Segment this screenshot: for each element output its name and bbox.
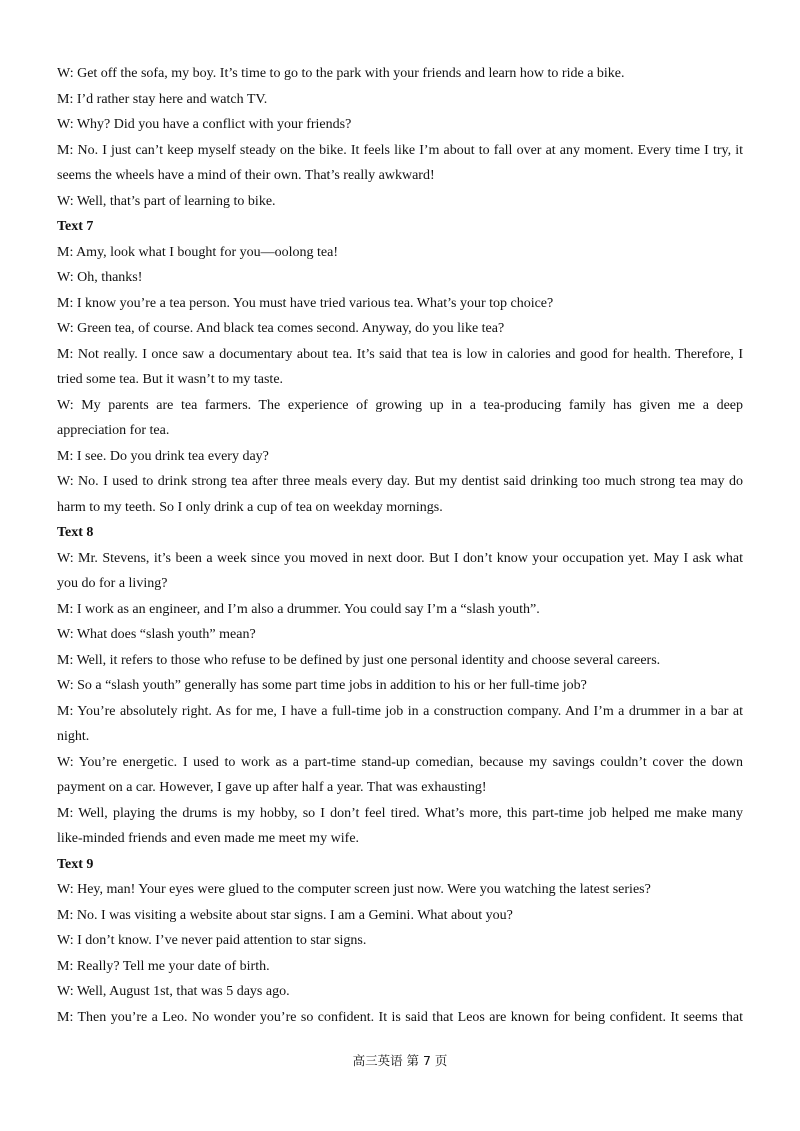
dialogue-line: W: Get off the sofa, my boy. It’s time to go to the park with your friends and learn how to ride a bike.	[57, 66, 625, 81]
dialogue-line: M: Not really. I once saw a documentary about tea. It’s said that tea is low in calories and good for health. Therefore, I	[57, 346, 743, 362]
dialogue-line: seems the wheels have a mind of their own. That’s really awkward!	[57, 168, 435, 183]
dialogue-line: W: What does “slash youth” mean?	[57, 627, 256, 642]
dialogue-line: W: My parents are tea farmers. The experience of growing up in a tea-producing family has given me a deep	[57, 397, 743, 413]
dialogue-line: W: No. I used to drink strong tea after three meals every day. But my dentist said drinking too much strong tea may do	[57, 474, 743, 489]
section-heading-text-9: Text 9	[57, 856, 94, 872]
dialogue-line: W: You’re energetic. I used to work as a part-time stand-up comedian, because my savings couldn’t cover the down	[57, 754, 743, 770]
dialogue-line: M: Really? Tell me your date of birth.	[57, 958, 270, 974]
dialogue-line: harm to my teeth. So I only drink a cup of tea on weekday mornings.	[57, 499, 443, 515]
dialogue-line: M: Then you’re a Leo. No wonder you’re so confident. It is said that Leos are known for being confident. It seems that	[57, 1009, 743, 1025]
dialogue-line: M: No. I just can’t keep myself steady on the bike. It feels like I’m about to fall over at any moment. Every time I try, it	[57, 142, 743, 158]
dialogue-line: W: Well, August 1st, that was 5 days ago.	[57, 984, 290, 999]
dialogue-line: M: I’d rather stay here and watch TV.	[57, 91, 268, 107]
dialogue-line: tried some tea. But it wasn’t to my taste.	[57, 372, 284, 387]
section-heading-text-8: Text 8	[57, 525, 94, 540]
dialogue-line: W: I don’t know. I’ve never paid attention to star signs.	[57, 933, 367, 948]
dialogue-line: W: Why? Did you have a conflict with your friends?	[57, 117, 352, 132]
dialogue-line: M: No. I was visiting a website about star signs. I am a Gemini. What about you?	[57, 907, 513, 923]
page-footer: 高三英语 第 7 页	[352, 1053, 448, 1068]
dialogue-line: M: I work as an engineer, and I’m also a drummer. You could say I’m a “slash youth”.	[57, 601, 540, 617]
dialogue-line: W: Hey, man! Your eyes were glued to the computer screen just now. Were you watching the latest series?	[57, 882, 651, 897]
dialogue-line: M: Well, it refers to those who refuse to be defined by just one personal identity and choose several careers.	[57, 652, 661, 668]
dialogue-line: M: I see. Do you drink tea every day?	[57, 448, 269, 464]
dialogue-line: W: So a “slash youth” generally has some part time jobs in addition to his or her full-time job?	[57, 678, 587, 693]
dialogue-line: M: Well, playing the drums is my hobby, so I don’t feel tired. What’s more, this part-time job helped me make many	[57, 805, 743, 821]
dialogue-line: like-minded friends and even made me meet my wife.	[57, 831, 360, 846]
dialogue-line: W: Green tea, of course. And black tea comes second. Anyway, do you like tea?	[57, 321, 505, 336]
dialogue-line: W: Well, that’s part of learning to bike.	[57, 193, 276, 209]
dialogue-line: W: Oh, thanks!	[57, 270, 143, 285]
dialogue-line: night.	[57, 729, 90, 744]
dialogue-line: M: Amy, look what I bought for you—oolong tea!	[57, 244, 339, 260]
dialogue-line: payment on a car. However, I gave up after half a year. That was exhausting!	[57, 780, 487, 795]
dialogue-line: appreciation for tea.	[57, 423, 170, 438]
section-heading-text-7: Text 7	[57, 219, 94, 234]
dialogue-line: W: Mr. Stevens, it’s been a week since you moved in next door. But I don’t know your occupation yet. May I ask what	[57, 550, 743, 566]
dialogue-line: you do for a living?	[57, 576, 168, 591]
dialogue-line: M: You’re absolutely right. As for me, I have a full-time job in a construction company. And I’m a drummer in a bar at	[57, 703, 743, 719]
dialogue-line: M: I know you’re a tea person. You must have tried various tea. What’s your top choice?	[57, 295, 554, 311]
